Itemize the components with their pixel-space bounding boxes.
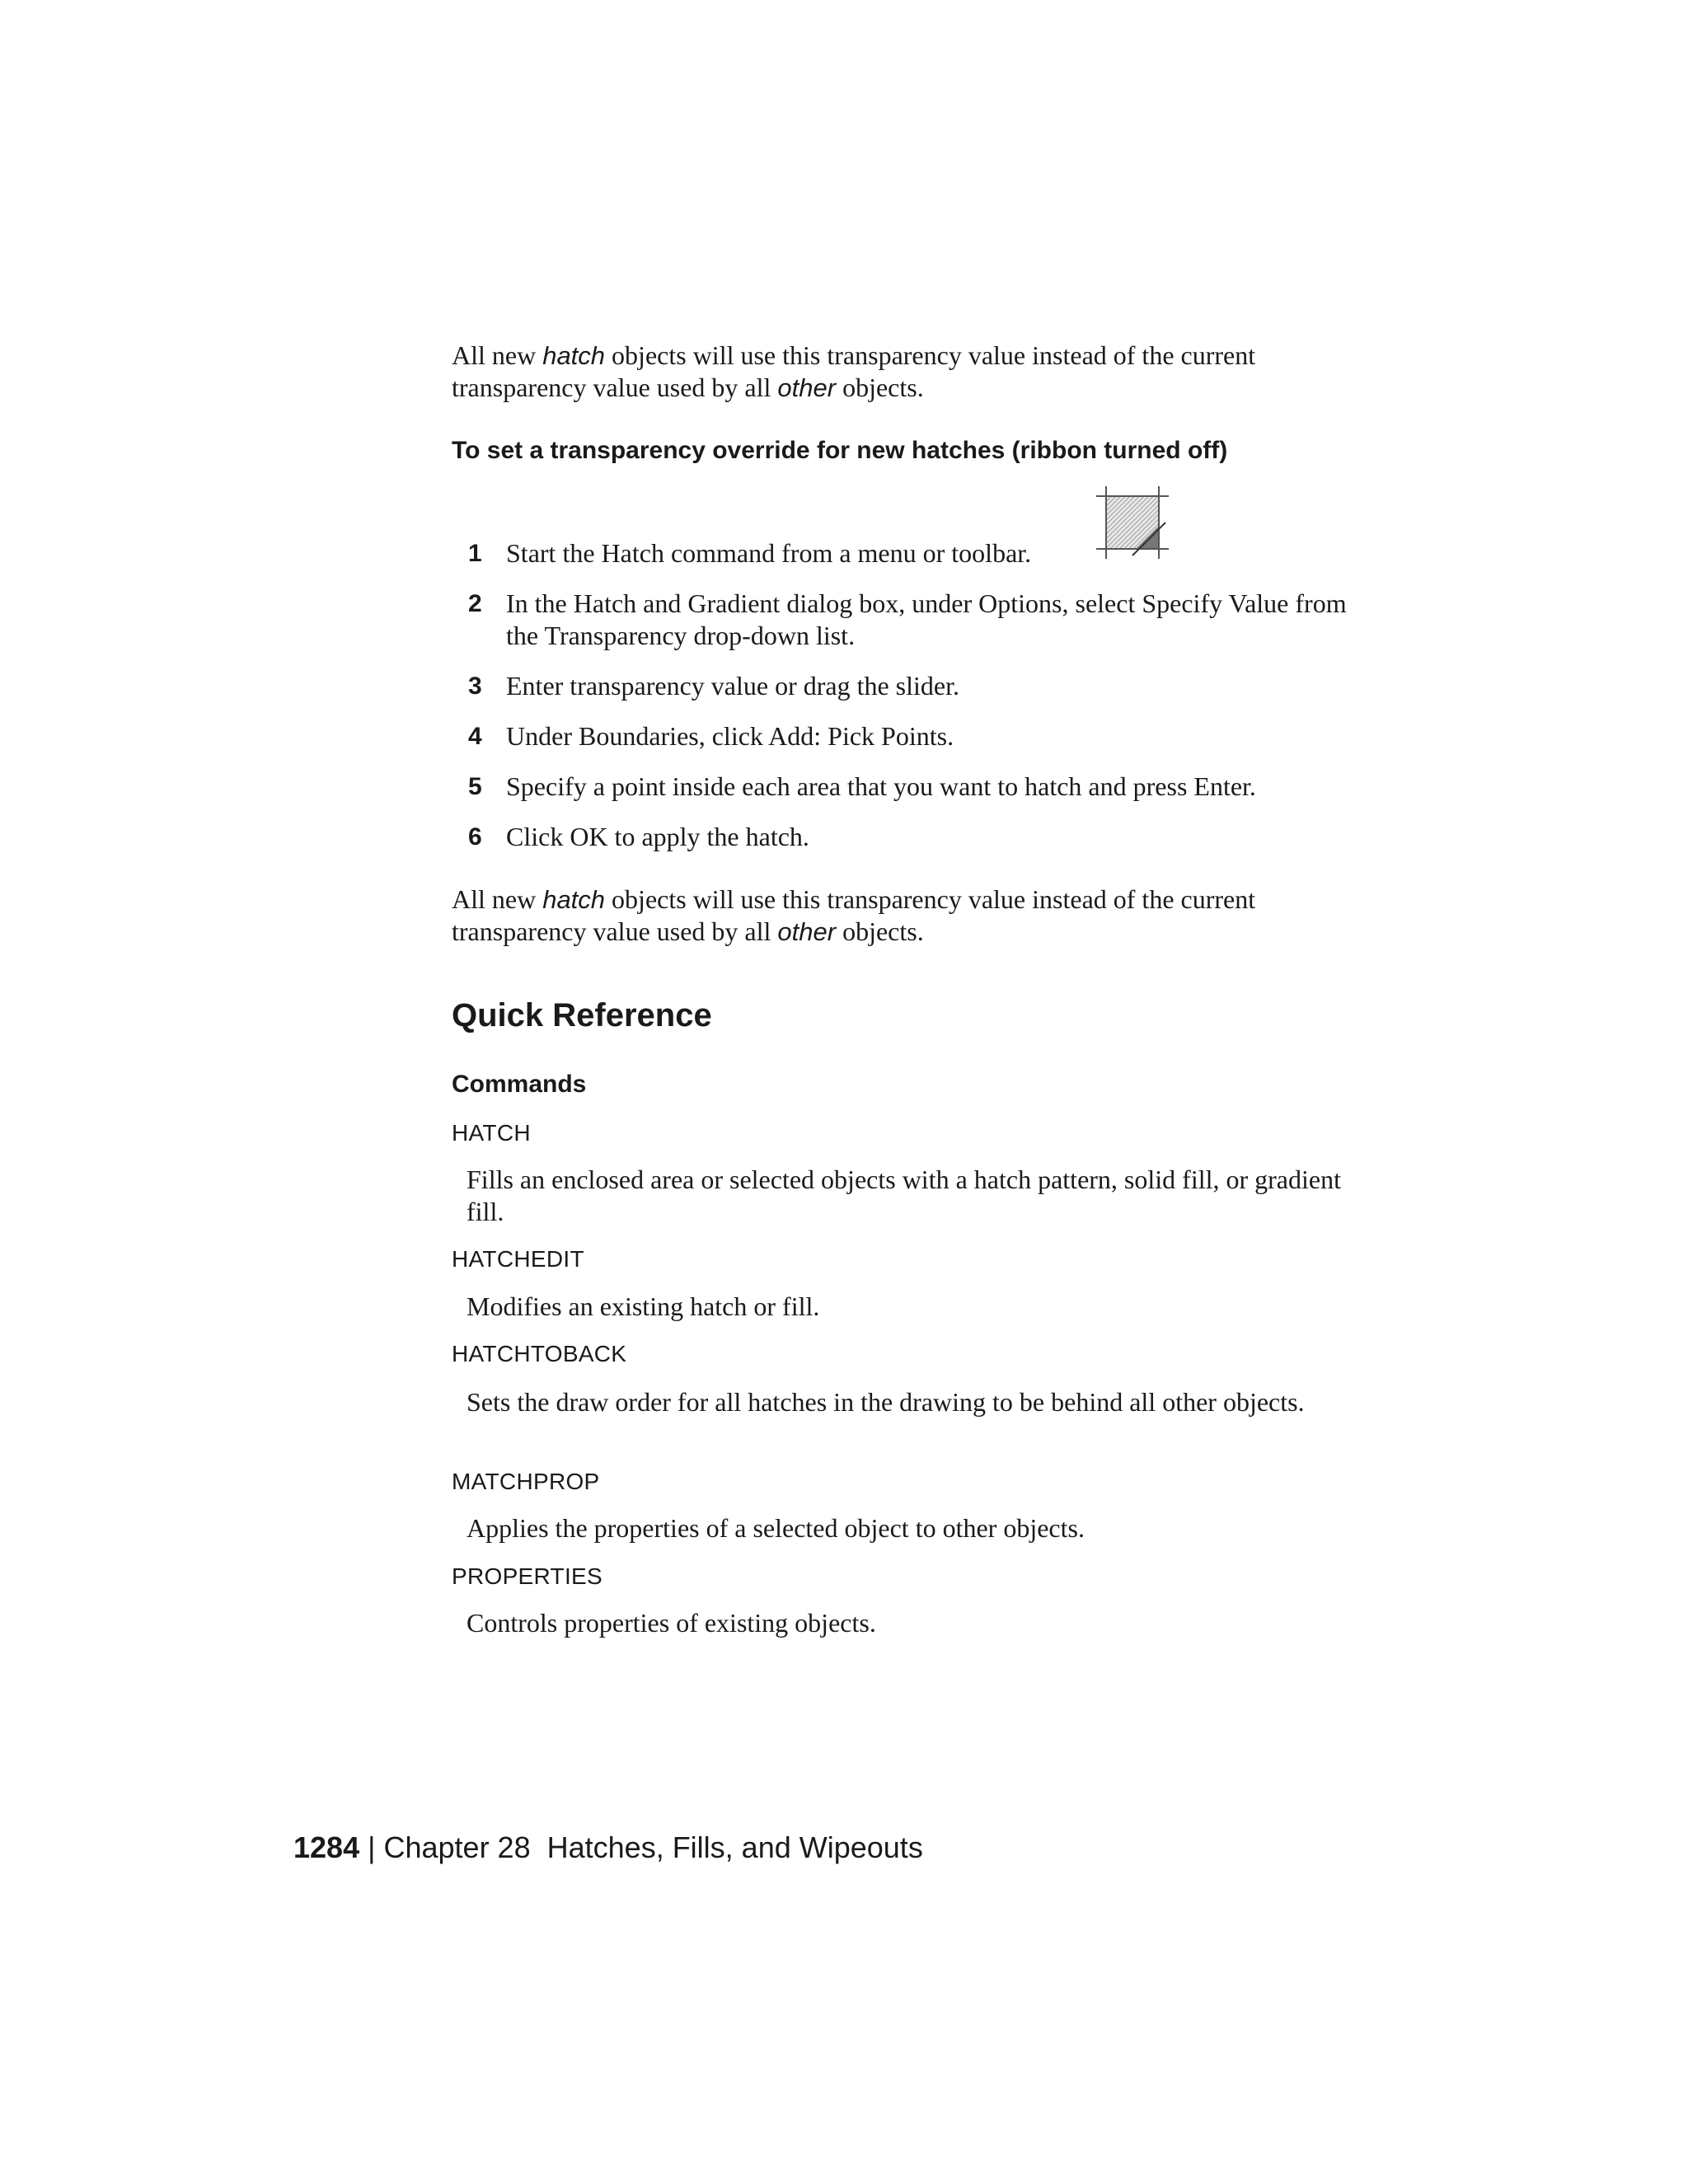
outro-emphasis-other: other: [777, 917, 837, 946]
outro-text-2: objects will use this transparency value instead of the current transparency value used by all: [452, 884, 1256, 946]
step-number: 4: [468, 723, 482, 750]
footer-chapter-title: Hatches, Fills, and Wipeouts: [546, 1830, 923, 1864]
step-number: 2: [468, 590, 482, 617]
step-text: Start the Hatch command from a menu or toolbar.: [506, 538, 1032, 568]
step-1: [452, 485, 1375, 569]
outro-emphasis-hatch: hatch: [542, 885, 606, 914]
outro-text-3: objects.: [836, 916, 924, 946]
procedure-steps: [452, 485, 1375, 871]
outro-text-1: All new: [452, 884, 543, 914]
procedure-title: To set a transparency override for new hatches (ribbon turned off): [452, 437, 1228, 464]
hatch-tool-icon: [1095, 485, 1170, 560]
step-6: [452, 821, 1375, 853]
step-2: [452, 588, 1375, 652]
command-desc-hatchedit: Modifies an existing hatch or fill.: [467, 1291, 820, 1321]
intro-text-2: objects will use this transparency value instead of the current transparency value used by all: [452, 340, 1256, 402]
page-footer: [293, 1830, 923, 1866]
step-text: Under Boundaries, click Add: Pick Points.: [506, 721, 954, 751]
command-name-matchprop: MATCHPROP: [452, 1469, 600, 1494]
step-text: In the Hatch and Gradient dialog box, under Options, select Specify Value from the Transparency drop-down list.: [506, 588, 1347, 650]
step-number: 1: [468, 540, 482, 567]
intro-paragraph: [452, 340, 1367, 404]
quick-reference-title: Quick Reference: [452, 997, 712, 1033]
step-text: Specify a point inside each area that you want to hatch and press Enter.: [506, 771, 1256, 801]
footer-chapter: Chapter 28: [383, 1830, 531, 1864]
command-desc-hatchtoback: Sets the draw order for all hatches in the drawing to be behind all other objects.: [467, 1387, 1305, 1417]
intro-text-3: objects.: [836, 373, 924, 402]
command-name-properties: PROPERTIES: [452, 1563, 603, 1589]
step-number: 3: [468, 673, 482, 700]
command-name-hatchtoback: HATCHTOBACK: [452, 1341, 627, 1366]
intro-emphasis-hatch: hatch: [542, 341, 606, 370]
commands-heading: Commands: [452, 1071, 587, 1098]
command-desc-matchprop: Applies the properties of a selected object to other objects.: [467, 1513, 1085, 1543]
step-5: [452, 771, 1375, 803]
outro-paragraph: [452, 883, 1367, 948]
step-4: [452, 720, 1375, 752]
footer-separator: |: [368, 1830, 376, 1864]
page-number: 1284: [293, 1830, 360, 1864]
step-text: Enter transparency value or drag the slider.: [506, 671, 959, 701]
step-number: 6: [468, 823, 482, 851]
command-name-hatch: HATCH: [452, 1120, 531, 1146]
step-number: 5: [468, 773, 482, 800]
step-text: Click OK to apply the hatch.: [506, 822, 809, 851]
step-3: [452, 670, 1375, 702]
command-name-hatchedit: HATCHEDIT: [452, 1246, 584, 1272]
command-desc-properties: Controls properties of existing objects.: [467, 1608, 876, 1638]
intro-emphasis-other: other: [777, 373, 837, 402]
intro-text-1: All new: [452, 340, 543, 370]
command-desc-hatch: Fills an enclosed area or selected objects with a hatch pattern, solid fill, or gradient fill.: [467, 1165, 1341, 1226]
